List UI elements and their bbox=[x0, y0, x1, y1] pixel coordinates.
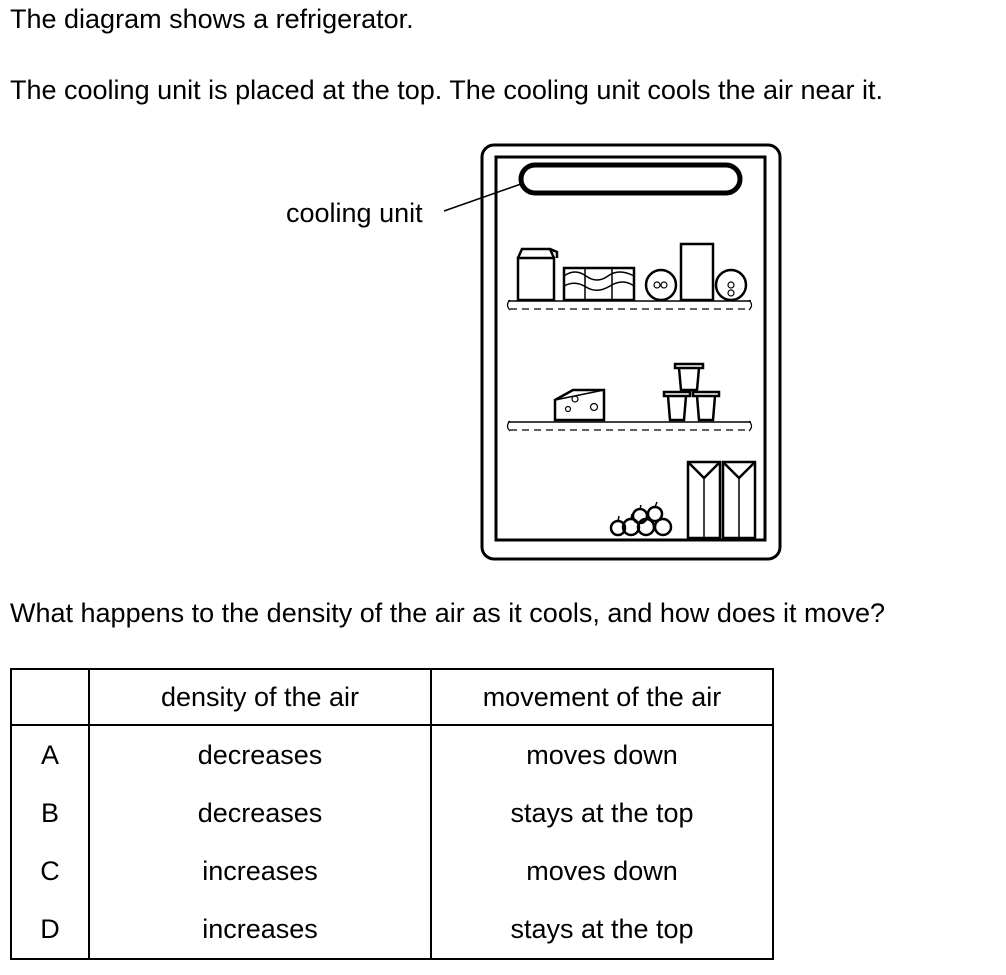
header-density: density of the air bbox=[89, 669, 431, 725]
option-density: decreases bbox=[89, 725, 431, 784]
table-row bbox=[11, 784, 773, 842]
cooling-unit bbox=[521, 165, 740, 193]
fridge-outer-wall bbox=[482, 145, 780, 559]
answer-table bbox=[10, 668, 774, 960]
milk-carton-icon bbox=[518, 249, 557, 300]
option-movement: stays at the top bbox=[431, 900, 773, 959]
intro-line-1: The diagram shows a refrigerator. bbox=[10, 4, 414, 34]
option-movement: moves down bbox=[431, 725, 773, 784]
tall-box-icon bbox=[681, 244, 713, 300]
option-letter: A bbox=[11, 725, 89, 784]
option-movement: stays at the top bbox=[431, 784, 773, 842]
option-letter: D bbox=[11, 900, 89, 959]
option-density: increases bbox=[89, 842, 431, 900]
option-density: increases bbox=[89, 900, 431, 959]
table-row bbox=[11, 725, 773, 784]
refrigerator-diagram bbox=[0, 130, 1006, 570]
cooling-unit-label: cooling unit bbox=[286, 198, 423, 228]
table-row bbox=[11, 900, 773, 959]
drink-cartons-icon bbox=[688, 462, 755, 538]
jar-icon bbox=[646, 270, 676, 300]
lower-shelf bbox=[508, 421, 752, 431]
table-row bbox=[11, 842, 773, 900]
fridge-inner-wall bbox=[496, 157, 765, 540]
table-header-row bbox=[11, 669, 773, 725]
yogurt-pots-icon bbox=[664, 364, 719, 420]
jar-icon bbox=[716, 270, 746, 300]
question-text: What happens to the density of the air as it cools, and how does it move? bbox=[10, 598, 886, 628]
intro-line-2: The cooling unit is placed at the top. The cooling unit cools the air near it. bbox=[10, 75, 884, 105]
option-letter: C bbox=[11, 842, 89, 900]
header-letter bbox=[11, 669, 89, 725]
option-density: decreases bbox=[89, 784, 431, 842]
option-movement: moves down bbox=[431, 842, 773, 900]
upper-shelf bbox=[508, 300, 752, 310]
apples-icon bbox=[611, 502, 671, 535]
option-letter: B bbox=[11, 784, 89, 842]
header-movement: movement of the air bbox=[431, 669, 773, 725]
cheese-icon bbox=[555, 390, 604, 420]
butter-box-icon bbox=[564, 268, 634, 300]
